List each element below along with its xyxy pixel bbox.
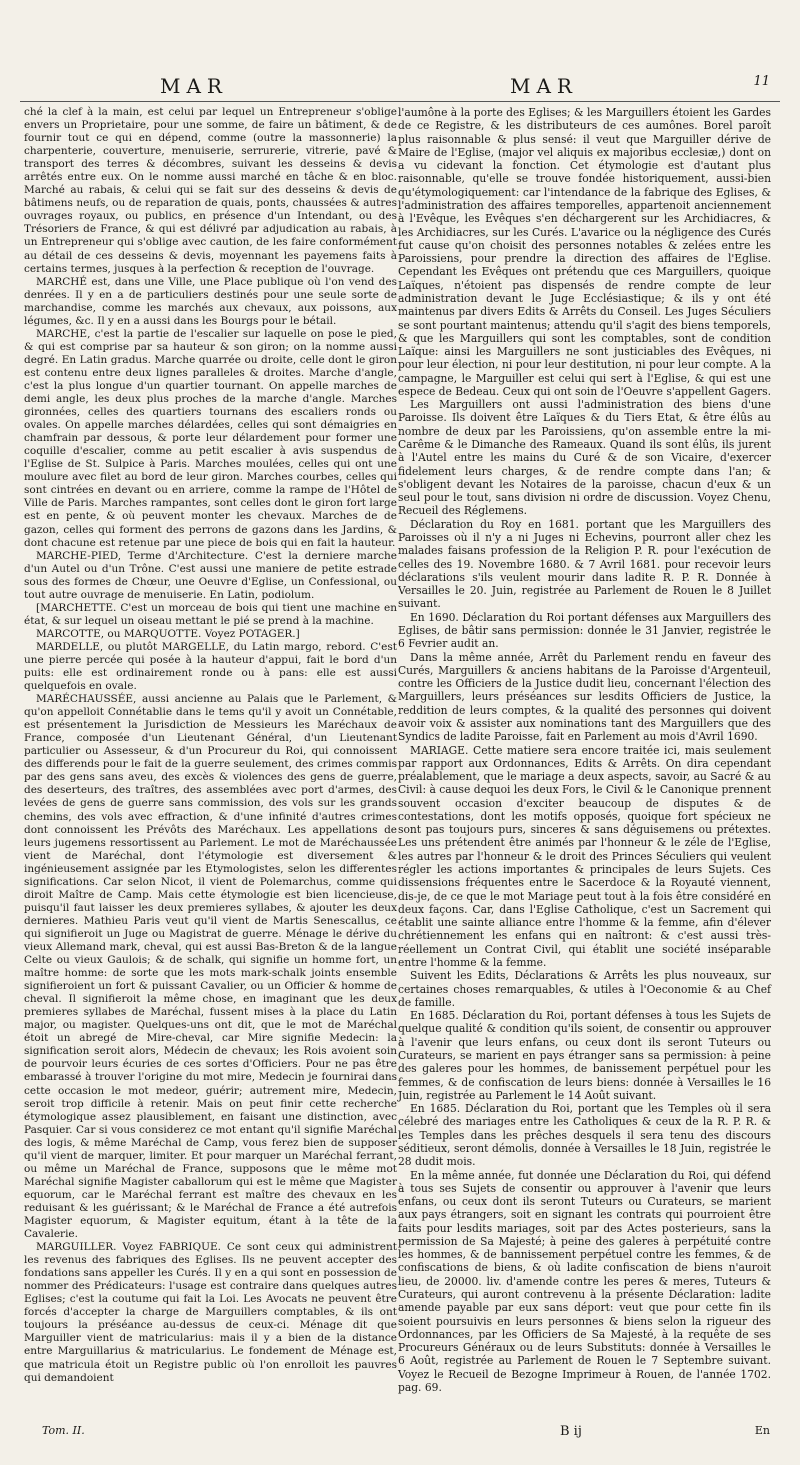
page-footer: [0, 1424, 800, 1448]
paragraph: Suivent les Edits, Déclarations & Arrêts les plus nouveaux, sur certaines choses remarquables, & utiles à l'Oeconomie & au Chef de famille.: [398, 969, 771, 1009]
volume-mark: Tom. II.: [42, 1424, 85, 1437]
paragraph: l'aumône à la porte des Eglises; & les Marguillers étoient les Gardes de ce Registre, & les distributeurs de ces aumônes. Borel paroît plus raisonnable & plus sensé: il veut que Marguiller dérive de Maire de l'Eglise, (major vel aliquis ex majoribus ecclesiæ,) dont on a vu cidevant la fonction. Cet étymologie est d'autant plus raisonnable, qu'elle se trouve fondée historiquement, aussi-bien qu'étymologiquement: car l'intendance de la fabrique des Eglises, & l'administration des affaires temporelles, appartenoit anciennement à l'Evêque, les Evêques s'en déchargerent sur les Archidiacres, & les Archidiacres, sur les Curés. L'avarice ou la négligence des Curés fut cause qu'on choisit des personnes notables & zelées entre les Paroissiens, pour prendre la direction des affaires de l'Eglise. Cependant les Evêques ont prétendu que ces Marguillers, quoique Laïques, n'étoient pas dispensés de rendre compte de leur administration devant le Juge Ecclésiastique; & ils y ont été maintenus par divers Edits & Arrêts du Conseil. Les Juges Séculiers se sont pourtant maintenus; attendu qu'il s'agit des biens temporels, & que les Marguillers qui sont les comptables, sont de condition Laïque: ainsi les Marguillers ne sont justiciables des Evêques, ni pour leur élection, ni pour leur destitution, ni pour leur compte. A la campagne, le Marguiller est celui qui sert à l'Eglise, & qui est une espece de Bedeau. Ceux qui ont soin de l'Oeuvre s'appellent Gagers.: [398, 106, 771, 398]
paragraph: ché la clef à la main, est celui par lequel un Entrepreneur s'oblige envers un Proprietaire, pour une somme, de faire un bâtiment, & de fournir tout ce qui en dépend, comme (outre la massonnerie) la charpenterie, couverture, menuiserie, serrurerie, vitrerie, pavé & transport des terres & décombres, suivant les desseins & devis arrêtés entre eux. On le nomme aussi marché en tâche & en bloc. Marché au rabais, & celui qui se fait sur des desseins & devis de bâtimens neufs, ou de reparation de quais, ponts, chaussées & autres ouvrages royaux, ou publics, en présence d'un Intendant, ou des Trésoriers de France, & qui est délivré par adjudication au rabais, à un Entrepreneur qui s'oblige avec caution, de les faire conformément au détail de ces desseins & devis, moyennant les payemens faits à certains termes, jusques à la perfection & reception de l'ouvrage.: [24, 106, 397, 275]
paragraph: En 1685. Déclaration du Roi, portant défenses à tous les Sujets de quelque qualité & condition qu'ils soient, de consentir ou approuver à l'avenir que leurs enfans, ou ceux dont ils seront Tuteurs ou Curateurs, se marient en pays étranger sans sa permission: à peine des galeres pour les hommes, de banissement perpétuel pour les femmes, & de confiscation de leurs biens: donnée à Versailles le 16 Juin, registrée au Parlement le 14 Août suivant.: [398, 1009, 771, 1102]
header-right: MAR: [510, 74, 578, 98]
paragraph: Dans la même année, Arrêt du Parlement rendu en faveur des Curés, Marguillers & anciens habitans de la Paroisse d'Argenteuil, contre les Officiers de la Justice dudit lieu, concernant l'élection des Marguillers, leurs préséances sur lesdits Officiers de Justice, la reddition de leurs comptes, & la qualité des personnes qui doivent avoir voix & assister aux nominations tant des Marguillers que des Syndics de ladite Paroisse, fait en Parlement au mois d'Avril 1690.: [398, 650, 771, 744]
paragraph: MARCOTTE, ou MARQUOTTE. Voyez POTAGER.]: [36, 627, 300, 640]
signature-mark: B ij: [560, 1424, 582, 1439]
paragraph: MARCHÉ est, dans une Ville, une Place publique où l'on vend des denrées. Il y en a de particuliers destinés pour une seule sorte de marchandise, comme les marchés aux chevaux, aux poissons, aux légumes, &c. Il y en a aussi dans les Bourgs pour le bétail.: [24, 275, 397, 327]
page-number: 11: [753, 74, 770, 89]
paragraph: MARCHE, c'est la partie de l'escalier sur laquelle on pose le pied, & qui est comprise par sa hauteur & son giron; on la nomme aussi degré. En Latin gradus. Marche quarrée ou droite, celle dont le giron est contenu entre deux lignes paralleles & droites. Marche d'angle, c'est la plus longue d'un quartier tournant. On appelle marches de demi angle, les deux plus proches de la marche d'angle. Marches gironnées, celles des quartiers tournans des escaliers ronds ou ovales. On appelle marches délardées, celles qui sont démaigries en chamfrain par dessous, & porte leur délardement pour former une coquille d'escalier, comme au petit escalier à avis suspendus de l'Eglise de St. Sulpice à Paris. Marches moulées, celles qui ont une moulure avec filet au bord de leur giron. Marches courbes, celles qui sont cintrées en devant ou en arriere, comme la rampe de l'Hôtel de Ville de Paris. Marches rampantes, sont celles dont le giron fort large est en pente, & où peuvent monter les chevaux. Marches de de gazon, celles qui forment des perrons de gazons dans les Jardins, & dont chacune est retenue par une piece de bois qui en fait la hauteur.: [24, 327, 397, 549]
paragraph: MARIAGE. Cette matiere sera encore traitée ici, mais seulement par rapport aux Ordonnances, Edits & Arrêts. On dira cependant préalablement, que le mariage a deux aspects, savoir, au Sacré & au Civil: à cause dequoi les deux Fors, le Civil & le Canonique prennent souvent occasion d'exciter beaucoup de disputes & de contestations, dont les motifs opposés, quoique fort spécieux ne sont pas toujours purs, sinceres & sans déguisemens ou prétextes. Les uns prétendent être animés par l'honneur & le zéle de l'Eglise, les autres par l'honneur & le droit des Princes Séculiers qui veulent régler les actions importantes & principales de leurs Sujets. Ces dissensions fréquentes entre le Sacerdoce & la Royauté viennent, dis-je, de ce que le mot Mariage peut tout à la fois être considéré en deux façons. Car, dans l'Eglise Catholique, c'est un Sacrement qui établit une sainte alliance entre l'homme & la femme, afin d'élever chrétiennement les enfans qui en naîtront: & c'est aussi très-réellement un Contrat Civil, qui établit une société inséparable entre l'homme & la femme.: [398, 743, 771, 969]
paragraph: En la même année, fut donnée une Déclaration du Roi, qui défend à tous ses Sujets de consentir ou approuver à l'avenir que leurs enfans, ou ceux dont ils seront Tuteurs ou Curateurs, se marient aux pays étrangers, soit en signant les contrats qui pourroient être faits pour lesdits mariages, soit par des Actes posterieurs, sans la permission de Sa Majesté; à peine des galeres à perpétuité contre les hommes, & de bannissement perpétuel contre les femmes, & de confiscations de biens, & où ladite confiscation de biens n'auroit lieu, de 20000. liv. d'amende contre les peres & meres, Tuteurs & Curateurs, qui auront contrevenu à la présente Déclaration: ladite amende payable par eux sans déport: veut que pour cette fin ils soient poursuivis en leurs personnes & biens selon la rigueur des Ordonnances, par les Officiers de Sa Majesté, à la requête de ses Procureurs Généraux ou de leurs Substituts: donnée à Versailles le 6 Août, registrée au Parlement de Rouen le 7 Septembre suivant. Voyez le Recueil de Bezogne Imprimeur à Rouen, de l'année 1702. pag. 69.: [398, 1168, 771, 1394]
header-left: MAR: [160, 74, 228, 98]
catchword: En: [754, 1424, 770, 1437]
paragraph: Déclaration du Roy en 1681. portant que les Marguillers des Paroisses où il n'y a ni Juges ni Echevins, pourront aller chez les malades faisans profession de la Religion P. R. pour l'exécution de celles des 19. Novembre 1680. & 7 Avril 1681. pour recevoir leurs déclarations s'ils veulent mourir dans ladite R. P. R. Donnée à Versailles le 20. Juin, registrée au Parlement de Rouen le 8 Juillet suivant.: [398, 517, 771, 611]
paragraph: MARCHE-PIED, Terme d'Architecture. C'est la derniere marche d'un Autel ou d'un Trône. C'est aussi une maniere de petite estrade sous des formes de Chœur, une Oeuvre d'Eglise, un Confessional, ou tout autre ouvrage de menuiserie. En Latin, podiolum.: [24, 549, 397, 601]
paragraph: Les Marguillers ont aussi l'administration des biens d'une Paroisse. Ils doivent être Laïques & du Tiers Etat, & être élûs au nombre de deux par les Paroissiens, qu'on assemble entre la mi-Carême & le Dimanche des Rameaux. Quand ils sont élûs, ils jurent à l'Autel entre les mains du Curé & de son Vicaire, d'exercer fidelement leurs charges, & de rendre compte dans l'an; & s'obligent devant les Notaires de la paroisse, chacun d'eux & un seul pour le tout, sans division ni ordre de discussion. Voyez Chenu, Recueil des Réglemens.: [398, 398, 771, 518]
paragraph: MARGUILLER. Voyez FABRIQUE. Ce sont ceux qui administrent les revenus des fabriques des Eglises. Ils ne peuvent accepter des fondations sans appeller les Curés. Il y en a qui sont en possession de nommer des Prédicateurs: l'usage est contraire dans quelques autres Eglises; c'est la coutume qui fait la Loi. Les Avocats ne peuvent être forcés d'accepter la charge de Marguillers comptables, & ils ont toujours la préséance au-dessus de ceux-ci. Ménage dit que Marguiller vient de matricularius: mais il y a bien de la distance entre Marguillarius & matricularius. Le fondement de Ménage est, que matricula étoit un Registre public où l'on enrolloit les pauvres qui demandoient: [24, 1241, 397, 1384]
left-column: [24, 106, 397, 1385]
paragraph: En 1690. Déclaration du Roi portant défenses aux Marguillers des Eglises, de bâtir sans permission: donnée le 31 Janvier, registrée le 6 Fevrier audit an.: [398, 610, 771, 651]
paragraph: MARDELLE, ou plutôt MARGELLE, du Latin margo, rebord. C'est une pierre percée qui posée à la hauteur d'appui, fait le bord d'un puits: elle est ordinairement ronde ou à pans: elle est aussi quelquefois en ovale.: [24, 640, 397, 693]
running-header: [0, 74, 800, 100]
header-rule: [20, 101, 780, 102]
paragraph: MARÉCHAUSSÉE, aussi ancienne au Palais que le Parlement, & qu'on appelloit Connétablie dans le tems qu'il y avoit un Connétable, est présentement la Jurisdiction de Messieurs les Maréchaux de France, composée d'un Lieutenant Général, d'un Lieutenant particulier ou Assesseur, & d'un Procureur du Roi, qui connoissent des differends pour le fait de la guerre seulement, des crimes commis par des gens sans aveu, des excès & violences des gens de guerre, des deserteurs, des traîtres, des assemblées avec port d'armes, des levées de gens de guerre sans commission, des vols sur les grands chemins, des vols avec effraction, & d'une infinité d'autres crimes dont connoissent les Prévôts des Maréchaux. Les appellations de leurs jugemens ressortissent au Parlement. Le mot de Maréchaussée vient de Maréchal, dont l'étymologie est diversement & ingénieusement assignée par les Etymologistes, selon les differentes significations. Car selon Nicot, il vient de Polemarchus, comme qui diroit Maître de Camp. Mais cette étymologie est bien licencieuse, puisqu'il faut laisser les deux premieres syllabes, & ajouter les deux dernieres. Mathieu Paris veut qu'il vient de Martis Senescallus, ce qui signifieroit un Juge ou Magistrat de guerre. Ménage le dérive du vieux Allemand mark, cheval, qui est aussi Bas-Breton & de la langue Celte ou vieux Gaulois; & de schalk, qui signifie un homme fort, un maître homme: de sorte que les mots mark-schalk joints ensemble signifieroient un fort & puissant Cavalier, ou un Officier & homme de cheval. Il signifieroit la même chose, en imaginant que les deux premieres syllabes de Maréchal, fussent mises à la place du Latin major, ou magister. Quelques-uns ont dit, que le mot de Maréchal étoit un abregé de Mire-cheval, car Mire signifie Medecin: la signification seroit alors, Médecin de chevaux; les Rois avoient soin de pourvoir leurs écuries de ces sortes d'Officiers. Pour ne pas être embarassé à trouver l'origine du mot mire, Medecin je fournirai dans cette occasion le mot medeor, guérir; autrement mire, Medecin, seroit trop difficile à retenir. Mais on peut finir cette recherche étymologique assez plausiblement, en faisant une distinction, avec Pasquier. Car si vous considerez ce mot entant qu'il signifie Maréchal des logis, & même Maréchal de Camp, vous ferez bien de supposer qu'il vient de marquer, limiter. Et pour marquer un Maréchal ferrant, ou même un Maréchal de France, supposons que le même mot Maréchal signifie Magister caballorum qui est le même que Magister equorum, car le Maréchal ferrant est maître des chevaux en les reduisant & les guérissant; & le Maréchal de France a été autrefois Magister equorum, & Magister equitum, étant à la tête de la Cavalerie.: [24, 693, 397, 1241]
right-column: [398, 106, 771, 1394]
paragraph: [MARCHETTE. C'est un morceau de bois qui tient une machine en état, & sur lequel un oiseau mettant le pié se prend à la machine.: [24, 601, 397, 627]
paragraph: En 1685. Déclaration du Roi, portant que les Temples où il sera célebré des mariages entre les Catholiques & ceux de la R. P. R. & les Temples dans les prêches desquels il sera tenu des discours séditieux, seront démolis, donnée à Versailles le 18 Juin, registrée le 28 dudit mois.: [398, 1102, 771, 1169]
